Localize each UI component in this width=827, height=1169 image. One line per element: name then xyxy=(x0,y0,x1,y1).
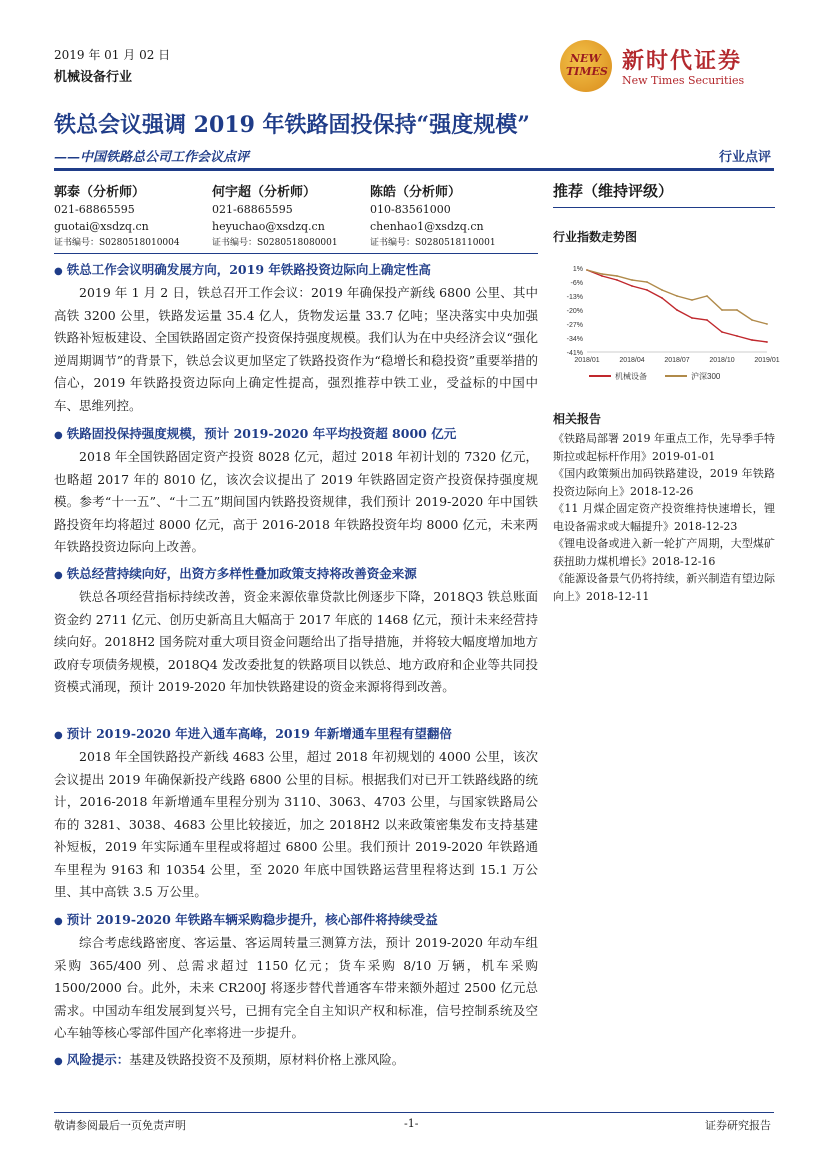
company-logo xyxy=(560,40,770,96)
section-heading: ● 预计 2019-2020 年进入通车高峰，2019 年新增通车里程有望翻倍 xyxy=(54,726,452,741)
related-report-item[interactable]: 《铁路局部署 2019 年重点工作，先导季手特斯拉或起标杆作用》2019-01-01 xyxy=(553,432,775,463)
data-point xyxy=(601,273,603,275)
risk-warning xyxy=(54,1050,538,1072)
chart-title: 行业指数走势图 xyxy=(553,230,638,244)
bullet-icon: ● xyxy=(54,1056,63,1067)
section-body: 2019 年 1 月 2 日，铁总召开工作会议：2019 年确保投产新线 6800 公里、其中高铁 3200 公里，铁路发运量 35.4 亿人，货物发运量 33.7 亿吨；坚决落实中央加强铁路补短板建设、全国铁路固定资产投资保持强度规模。我们认为在中央经济会议“强化逆周期调节”的背景下，铁总会议更加坚定了铁路投资作为“稳增长和稳投资”重要举措的信心，2019 年铁路投资边际向上确定性提高，强烈推荐中铁工业，受益标的中国中车、思维列控。 xyxy=(54,285,538,413)
analyst-name: 陈皓（分析师） xyxy=(370,185,462,200)
section-heading: ● 预计 2019-2020 年铁路车辆采购稳步提升，核心部件将持续受益 xyxy=(54,912,438,927)
section-body: 综合考虑线路密度、客运量、客运周转量三测算方法，预计 2019-2020 年动车组采购 365/400 列、总需求超过 1150 亿元；货车采购 8/10 万辆，机车采购 1500/2000 台。此外，未来 CR200J 将逐步替代普通客车带来额外超过 2500 亿元总需求。中国动车组发展到复兴号，已拥有完全自主知识产权和标准，信号控制系统及空心车轴等核心零部件国产化率将进一步提升。 xyxy=(54,935,538,1040)
data-point xyxy=(646,289,648,291)
x-tick-label: 2019/01 xyxy=(754,357,780,364)
analyst-phone: 010-83561000 xyxy=(370,203,451,216)
series-line xyxy=(587,270,767,342)
page-title: 铁总会议强调 2019 年铁路固投保持“强度规模” xyxy=(54,112,530,138)
data-point xyxy=(631,285,633,287)
x-tick-label: 2018/07 xyxy=(664,357,690,364)
analyst-card xyxy=(54,184,180,252)
section-body: 2018 年全国铁路投产新线 4683 公里，超过 2018 年初规划的 4000 公里，该次会议提出 2019 年确保新投产线路 6800 公里的目标。根据我们对已开工铁路线路的统计，2016-2018 年新增通车里程分别为 3110、3063、4703 公里，与国家铁路局公布的 3281、3038、4683 公里比较接近，加之 2018H2 以来政策密集发布支持基建补短板，2019 年实际通车里程或将超过 6800 公里。我们预计 2019-2020 年铁路通车里程为 9163 和 10354 公里，至 2020 年底中国铁路运营里程将达到 15.1 万公里、其中高铁 3.5 万公里。 xyxy=(54,749,538,899)
data-point xyxy=(736,309,738,311)
y-tick-label: -34% xyxy=(566,336,583,343)
analyst-cert: 证书编号：S0280518080001 xyxy=(212,238,338,248)
analyst-name: 何宇超（分析师） xyxy=(212,185,317,200)
y-tick-label: -41% xyxy=(566,350,583,357)
section-overview xyxy=(54,260,538,417)
analyst-card xyxy=(212,184,338,252)
report-date: 2019 年 01 月 02 日 xyxy=(54,48,171,62)
data-point xyxy=(676,295,678,297)
logo-mark-icon: NEW TIMES xyxy=(560,40,612,92)
section-body: 2018 年全国铁路固定资产投资 8028 亿元，超过 2018 年初计划的 7320 亿元，也略超 2017 年的 8010 亿，该次会议提出了 2019 年铁路固定资产投资保持强度规模。参考“十一五”、“十二五”期间国内铁路投资规律，我们预计 2019-2020 年中国铁路投资年均将超过 8000 亿元，高于 2016-2018 年铁路投资年均 8000 亿元，未来两年铁路投资边际向上改善。 xyxy=(54,449,538,554)
data-point xyxy=(631,279,633,281)
data-point xyxy=(766,341,768,343)
data-point xyxy=(676,309,678,311)
analyst-phone: 021-68865595 xyxy=(54,203,135,216)
footer-divider xyxy=(54,1112,774,1113)
analyst-email[interactable]: guotai@xsdzq.cn xyxy=(54,220,149,233)
bullet-icon: ● xyxy=(54,430,63,441)
related-report-item[interactable]: 《能源设备景气仍将持续，新兴制造有望边际向上》2018-12-11 xyxy=(553,572,775,603)
series-line xyxy=(587,270,767,324)
analyst-cert: 证书编号：S0280518110001 xyxy=(370,238,496,248)
data-point xyxy=(721,309,723,311)
related-report-item[interactable]: 《国内政策频出加码铁路建设，2019 年铁路投资边际向上》2018-12-26 xyxy=(553,467,775,498)
data-point xyxy=(586,269,588,271)
y-tick-label: -13% xyxy=(566,294,583,301)
analyst-name: 郭泰（分析师） xyxy=(54,185,146,200)
analyst-email[interactable]: chenhao1@xsdzq.cn xyxy=(370,220,484,233)
bullet-icon: ● xyxy=(54,916,63,927)
legend-label: 沪深300 xyxy=(691,372,721,381)
data-point xyxy=(616,279,618,281)
data-point xyxy=(736,335,738,337)
x-tick-label: 2018/04 xyxy=(619,357,645,364)
footer-report-type: 证券研究报告 xyxy=(705,1119,771,1132)
section-investment xyxy=(54,424,538,559)
data-point xyxy=(706,319,708,321)
data-point xyxy=(691,299,693,301)
y-tick-label: -20% xyxy=(566,308,583,315)
related-reports-title: 相关报告 xyxy=(553,412,602,426)
data-point xyxy=(646,281,648,283)
page-subtitle: ——中国铁路总公司工作会议点评 xyxy=(54,150,250,165)
analyst-divider xyxy=(54,253,538,254)
risk-text: 基建及铁路投资不及预期，原材料价格上涨风险。 xyxy=(129,1052,405,1067)
logo-english-name: New Times Securities xyxy=(622,74,745,87)
related-report-item[interactable]: 《11 月煤企固定资产投资维持快速增长，锂电设备需求或大幅提升》2018-12-23 xyxy=(553,502,775,533)
section-mileage xyxy=(54,724,538,904)
bullet-icon: ● xyxy=(54,570,63,581)
data-point xyxy=(721,331,723,333)
analyst-cert: 证书编号：S0280518010004 xyxy=(54,238,180,248)
document-type: 行业点评 xyxy=(718,150,771,165)
data-point xyxy=(601,275,603,277)
data-point xyxy=(706,295,708,297)
title-divider xyxy=(54,168,774,171)
data-point xyxy=(751,319,753,321)
bullet-icon: ● xyxy=(54,266,63,277)
related-report-item[interactable]: 《锂电设备或进入新一轮扩产周期，大型煤矿获扭助力煤机增长》2018-12-16 xyxy=(553,537,775,568)
footer-disclaimer[interactable]: 敬请参阅最后一页免责声明 xyxy=(54,1119,186,1132)
section-heading: ● 铁总工作会议明确发展方向，2019 年铁路投资边际向上确定性高 xyxy=(54,262,431,277)
data-point xyxy=(691,317,693,319)
data-point xyxy=(616,275,618,277)
section-heading: ● 铁路固投保持强度规模，预计 2019-2020 年平均投资超 8000 亿元 xyxy=(54,426,457,441)
section-heading: ● 铁总经营持续向好，出资方多样性叠加政策支持将改善资金来源 xyxy=(54,566,417,581)
x-tick-label: 2018/01 xyxy=(574,357,600,364)
related-reports-list xyxy=(553,430,775,605)
page-number: -1- xyxy=(404,1117,419,1130)
risk-label: 风险提示： xyxy=(66,1052,130,1067)
analyst-email[interactable]: heyuchao@xsdzq.cn xyxy=(212,220,325,233)
data-point xyxy=(751,339,753,341)
data-point xyxy=(661,289,663,291)
y-tick-label: -27% xyxy=(566,322,583,329)
section-vehicles xyxy=(54,910,538,1045)
section-body: 铁总各项经营指标持续改善，资金来源依靠贷款比例逐步下降，2018Q3 铁总账面资金约 2711 亿元、创历史新高且大幅高于 2017 年底的 1468 亿元，预计未来经营持续向好。2018H2 国务院对重大项目资金问题给出了指导措施，并将较大幅度增加地方政府专项债务规模，2018Q4 发改委批复的铁路项目以铁总、地方政府和企业等共同投资模式涌现，预计 2019-2020 年加快铁路建设的资金来源将得到改善。 xyxy=(54,589,538,694)
analyst-card xyxy=(370,184,496,252)
legend-label: 机械设备 xyxy=(615,372,647,381)
index-trend-chart xyxy=(553,256,780,388)
logo-chinese-name: 新时代证券 xyxy=(622,48,743,74)
section-funding xyxy=(54,564,538,699)
y-tick-label: -6% xyxy=(570,280,583,287)
rating-label: 推荐（维持评级） xyxy=(553,180,775,208)
y-tick-label: 1% xyxy=(572,266,583,273)
industry-label: 机械设备行业 xyxy=(54,70,133,85)
bullet-icon: ● xyxy=(54,730,63,741)
data-point xyxy=(766,323,768,325)
x-tick-label: 2018/10 xyxy=(709,357,735,364)
data-point xyxy=(661,297,663,299)
analyst-phone: 021-68865595 xyxy=(212,203,293,216)
